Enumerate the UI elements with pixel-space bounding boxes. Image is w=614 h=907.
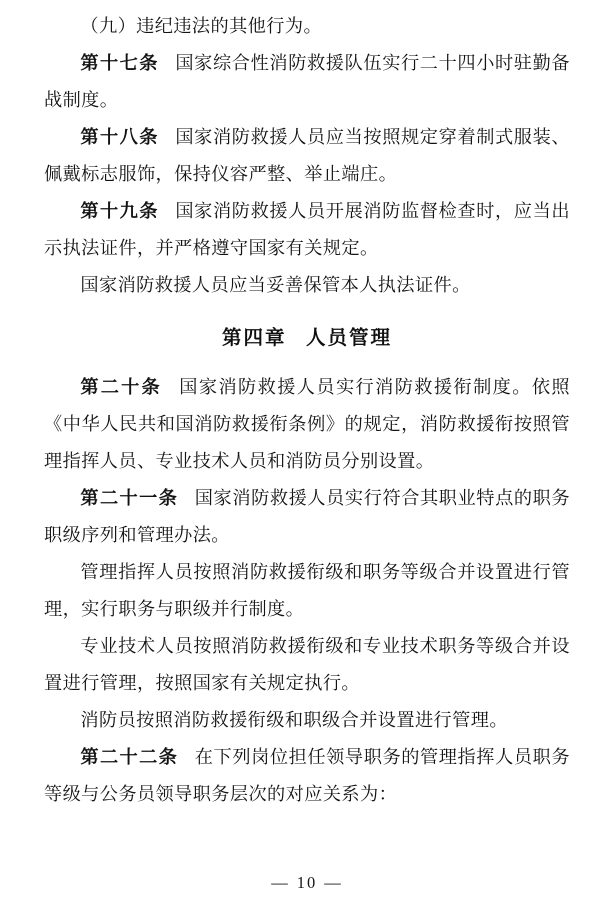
paragraph-article-22 xyxy=(44,739,570,813)
paragraph-text: 国家消防救援人员实行消防救援衔制度。依照《中华人民共和国消防救援衔条例》的规定，消防救援衔按照管理指挥人员、专业技术人员和消防员分别设置。 xyxy=(44,377,570,471)
paragraph-text: 国家消防救援人员实行符合其职业特点的职务职级序列和管理办法。 xyxy=(44,488,570,545)
paragraph-article-19 xyxy=(44,193,570,267)
paragraph-text: 管理指挥人员按照消防救援衔级和职务等级合并设置进行管理，实行职务与职级并行制度。 xyxy=(44,562,570,619)
article-label: 第二十条 xyxy=(80,377,162,397)
footer-dash-right: — xyxy=(324,873,343,892)
paragraph-text: 国家消防救援人员应当妥善保管本人执法证件。 xyxy=(80,275,471,295)
paragraph-article-20 xyxy=(44,369,570,480)
article-label: 第二十一条 xyxy=(80,488,179,508)
paragraph-text: 消防员按照消防救援衔级和职级合并设置进行管理。 xyxy=(80,710,508,730)
article-label: 第十七条 xyxy=(80,53,159,73)
paragraph-text: 专业技术人员按照消防救援衔级和专业技术职务等级合并设置进行管理，按照国家有关规定执行。 xyxy=(44,636,570,693)
article-label: 第十八条 xyxy=(80,127,159,147)
paragraph-article-21-p2 xyxy=(44,554,570,628)
paragraph-article-21 xyxy=(44,480,570,554)
article-label: 第十九条 xyxy=(80,201,159,221)
paragraph-article-17 xyxy=(44,45,570,119)
paragraph-item-9 xyxy=(44,8,570,45)
paragraph-block-top xyxy=(44,8,570,304)
paragraph-text: （九）违纪违法的其他行为。 xyxy=(80,16,323,36)
paragraph-article-21-p3 xyxy=(44,628,570,702)
page-number: 10 xyxy=(296,873,318,892)
article-label: 第二十二条 xyxy=(80,747,179,767)
paragraph-article-21-p4 xyxy=(44,702,570,739)
paragraph-text: 国家消防救援人员应当按照规定穿着制式服装、佩戴标志服饰，保持仪容严整、举止端庄。 xyxy=(44,127,570,184)
paragraph-article-18 xyxy=(44,119,570,193)
chapter-title: 人员管理 xyxy=(306,328,393,349)
footer-dash-left: — xyxy=(271,873,290,892)
page-footer xyxy=(0,873,614,893)
paragraph-text: 国家消防救援人员开展消防监督检查时，应当出示执法证件，并严格遵守国家有关规定。 xyxy=(44,201,570,258)
paragraph-block-bottom xyxy=(44,369,570,813)
paragraph-text: 在下列岗位担任领导职务的管理指挥人员职务等级与公务员领导职务层次的对应关系为： xyxy=(44,747,570,804)
chapter-heading xyxy=(44,320,570,357)
chapter-number: 第四章 xyxy=(221,328,287,349)
paragraph-text: 国家综合性消防救援队伍实行二十四小时驻勤备战制度。 xyxy=(44,53,570,110)
paragraph-article-19-continued xyxy=(44,267,570,304)
